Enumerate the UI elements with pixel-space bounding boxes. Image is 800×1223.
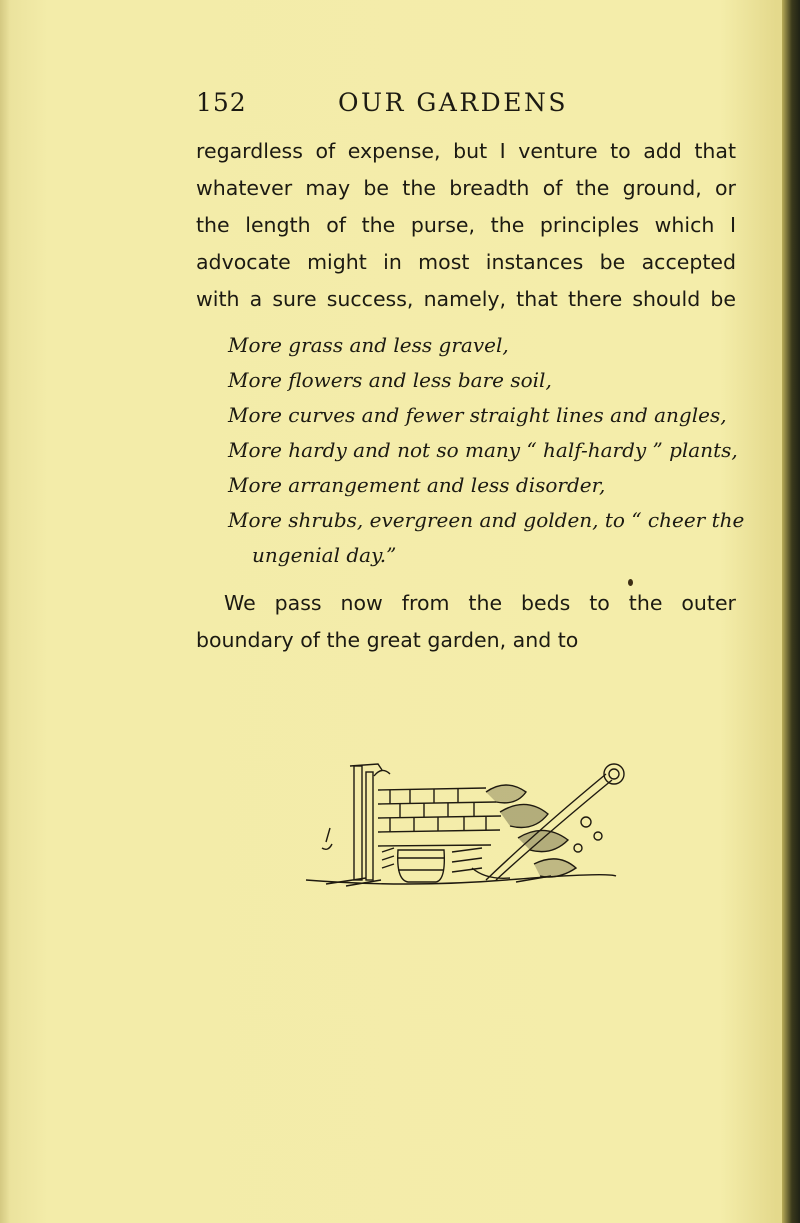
text-line: whatever may be the breadth of the ground, or: [196, 176, 736, 200]
text-line: boundary of the great garden, and to: [196, 628, 579, 652]
paragraph-continued: [196, 133, 736, 318]
text-line: advocate might in most instances be accepted: [196, 250, 736, 274]
text-line: We pass now from the beds to the outer: [224, 591, 736, 615]
page-left-edge: [0, 0, 10, 1223]
verse-line: More arrangement and less disorder,: [228, 473, 606, 497]
text-line: with a sure success, namely, that there should be: [196, 287, 736, 311]
verse-line: More curves and fewer straight lines and angles,: [228, 403, 727, 427]
italic-maxims: [228, 328, 748, 573]
garden-wall-vignette-icon: [286, 752, 666, 902]
running-title: OUR GARDENS: [338, 88, 568, 117]
page-number: 152: [196, 88, 247, 117]
paragraph-next: [196, 585, 736, 659]
verse-line: More hardy and not so many “ half-hardy ” plants,: [228, 438, 738, 462]
page-header: [196, 88, 716, 122]
text-line: regardless of expense, but I venture to add that: [196, 139, 736, 163]
verse-line: More shrubs, evergreen and golden, to “ cheer the: [228, 508, 745, 532]
verse-line: ungenial day.”: [252, 543, 397, 567]
book-gutter: [782, 0, 800, 1223]
text-line: the length of the purse, the principles which I: [196, 213, 736, 237]
verse-line: More grass and less gravel,: [228, 333, 509, 357]
verse-line: More flowers and less bare soil,: [228, 368, 552, 392]
